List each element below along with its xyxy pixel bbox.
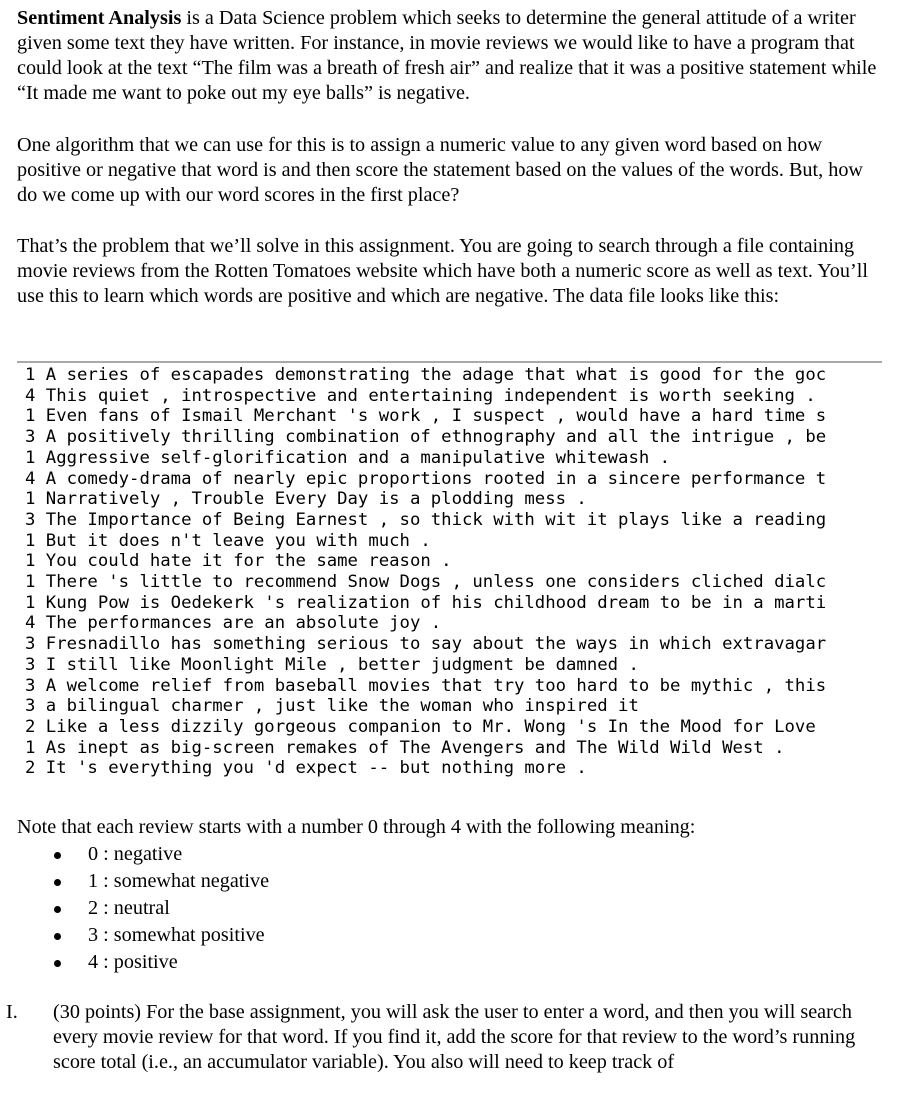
- data-file-line: 1 Aggressive self-glorification and a manipulative whitewash .: [25, 447, 671, 468]
- data-file-line: 4 This quiet , introspective and entertaining independent is worth seeking .: [25, 385, 816, 406]
- data-file-line: 3 Fresnadillo has something serious to say about the ways in which extravagar: [25, 634, 827, 655]
- data-file-line: 1 There 's little to recommend Snow Dogs , unless one considers cliched dialc: [25, 572, 827, 592]
- data-file-line: 3 a bilingual charmer , just like the woman who inspired it: [25, 696, 639, 717]
- score-key-item-text: 2 : neutral: [88, 897, 170, 919]
- data-file-line: 1 As inept as big-screen remakes of The Avengers and The Wild Wild West .: [25, 737, 785, 758]
- data-file-line: 3 I still like Moonlight Mile , better judgment be damned .: [25, 654, 639, 675]
- section-numeral: I.: [6, 1001, 18, 1023]
- data-file-line: 4 A comedy-drama of nearly epic proportions rooted in a sincere performance t: [25, 468, 827, 489]
- bullet-dot-icon: [54, 906, 61, 913]
- data-file-sample: [17, 361, 882, 791]
- data-file-line: 1 But it does n't leave you with much .: [25, 530, 431, 551]
- data-file-line: 3 The Importance of Being Earnest , so thick with wit it plays like a reading: [25, 509, 827, 530]
- score-key-item-text: 1 : somewhat negative: [88, 870, 270, 892]
- intro-paragraph-2: One algorithm that we can use for this is to assign a numeric value to any given word based on how positive or negative that word is and then score the statement based on the values of the words. But, how do we come up with our word scores in the first place?: [17, 134, 863, 206]
- term-sentiment-analysis: Sentiment Analysis: [17, 7, 182, 29]
- data-file-line: 1 Narratively , Trouble Every Day is a plodding mess .: [25, 489, 587, 510]
- bullet-dot-icon: [54, 852, 61, 859]
- data-file-line: 4 The performances are an absolute joy .: [25, 613, 442, 634]
- section-one-text: (30 points) For the base assignment, you will ask the user to enter a word, and then you will search every movie review for that word. If you find it, add the score for that review to the word’s running score total (i.e., an accumulator variable). You also will need to keep track of: [53, 1001, 856, 1073]
- data-file-line: 1 A series of escapades demonstrating the adage that what is good for the goc: [25, 365, 827, 385]
- data-file-line: 2 It 's everything you 'd expect -- but nothing more .: [25, 758, 587, 779]
- bullet-dot-icon: [54, 960, 61, 967]
- score-key-item-text: 4 : positive: [88, 951, 178, 973]
- intro-paragraph-1-text: is a Data Science problem which seeks to determine the general attitude of a writer given some text they have written. For instance, in movie reviews we would like to have a program that could look at the text “The film was a breath of fresh air” and realize that it was a positive statement while “It made me want to poke out my eye balls” is negative.: [17, 7, 877, 104]
- intro-paragraph-3: That’s the problem that we’ll solve in this assignment. You are going to search through a file containing movie reviews from the Rotten Tomatoes website which have both a numeric score as well as text. You’ll use this to learn which words are positive and which are negative. The data file looks like this:: [17, 235, 868, 307]
- data-file-line: 1 You could hate it for the same reason .: [25, 551, 452, 572]
- data-file-line: 1 Kung Pow is Oedekerk 's realization of his childhood dream to be in a marti: [25, 592, 827, 613]
- data-file-line: 1 Even fans of Ismail Merchant 's work , I suspect , would have a hard time s: [25, 406, 827, 427]
- intro-paragraph-1: [17, 6, 887, 106]
- data-file-line: 3 A positively thrilling combination of ethnography and all the intrigue , be: [25, 427, 827, 448]
- score-key-item-text: 3 : somewhat positive: [88, 924, 265, 946]
- data-file-line: 2 Like a less dizzily gorgeous companion to Mr. Wong 's In the Mood for Love: [25, 716, 816, 737]
- bullet-dot-icon: [54, 879, 61, 886]
- score-key-intro: Note that each review starts with a number 0 through 4 with the following meaning:: [17, 816, 696, 838]
- bullet-dot-icon: [54, 933, 61, 940]
- data-file-line: 3 A welcome relief from baseball movies that try too hard to be mythic , this: [25, 675, 827, 696]
- score-key-item-text: 0 : negative: [88, 843, 183, 865]
